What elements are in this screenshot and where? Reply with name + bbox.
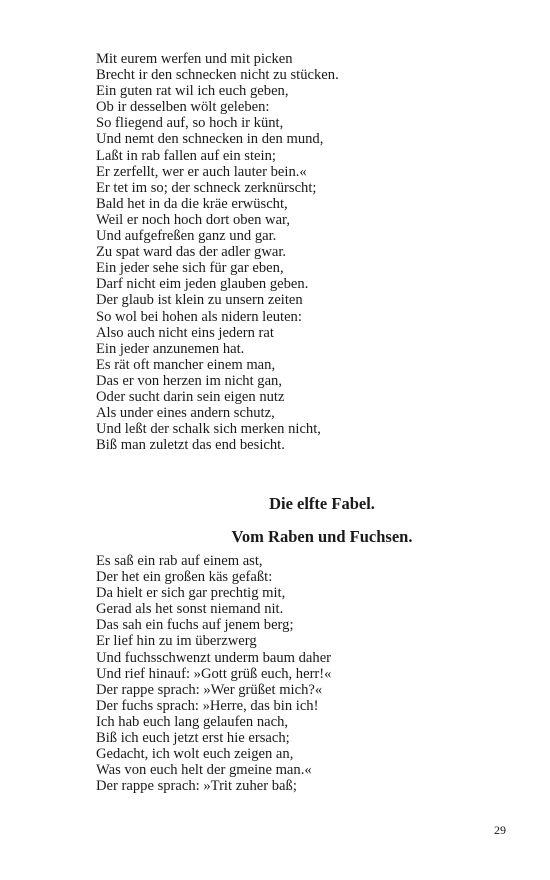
verse-line: Es rät oft mancher einem man, <box>96 356 276 373</box>
verse-line: Biß ich euch jetzt erst hie ersach; <box>96 730 290 747</box>
verse-line: Was von euch helt der gmeine man.« <box>96 762 312 779</box>
verse-line: Oder sucht darin sein eigen nutz <box>96 388 285 405</box>
verse-line: Er lief hin zu im überzwerg <box>96 633 257 650</box>
poem-stanza-2 <box>96 553 496 794</box>
verse-line: Bald het in da die kräe erwüscht, <box>96 195 288 212</box>
verse-line: Ob ir desselben wölt geleben: <box>96 99 270 116</box>
verse-line: Also auch nicht eins jedern rat <box>96 324 274 341</box>
fable-title: Die elfte Fabel. <box>269 494 375 513</box>
verse-line: Gedacht, ich wolt euch zeigen an, <box>96 746 294 763</box>
poem-stanza-1 <box>96 51 496 453</box>
verse-line: Der rappe sprach: »Trit zuher baß; <box>96 778 297 795</box>
verse-line: Und leßt der schalk sich merken nicht, <box>96 421 321 438</box>
verse-line: Das er von herzen im nicht gan, <box>96 372 283 389</box>
verse-line: Darf nicht eim jeden glauben geben. <box>96 276 309 293</box>
verse-line: Mit eurem werfen und mit picken <box>96 51 293 67</box>
verse-line: Es saß ein rab auf einem ast, <box>96 553 263 569</box>
verse-line: Der rappe sprach: »Wer grüßet mich?« <box>96 681 323 698</box>
verse-line: Ich hab euch lang gelaufen nach, <box>96 713 289 730</box>
verse-line: Zu spat ward das der adler gwar. <box>96 244 287 261</box>
verse-line: Er zerfellt, wer er auch lauter bein.« <box>96 163 307 180</box>
verse-line: Der het ein großen käs gefaßt: <box>96 569 273 586</box>
verse-line: Brecht ir den schnecken nicht zu stücken. <box>96 67 339 84</box>
verse-line: Er tet im so; der schneck zerknürscht; <box>96 179 317 196</box>
verse-line: So fliegend auf, so hoch ir künt, <box>96 115 284 132</box>
verse-line: Weil er noch hoch dort oben war, <box>96 211 290 228</box>
verse-line: So wol bei hohen als nidern leuten: <box>96 308 302 325</box>
verse-line: Der glaub ist klein zu unsern zeiten <box>96 292 303 309</box>
verse-line: Und aufgefreßen ganz und gar. <box>96 228 277 245</box>
verse-line: Das sah ein fuchs auf jenem berg; <box>96 617 294 634</box>
page-number: 29 <box>494 823 506 837</box>
verse-line: Gerad als het sonst niemand nit. <box>96 601 284 618</box>
verse-line: Ein jeder anzunemen hat. <box>96 340 245 357</box>
verse-line: Ein guten rat wil ich euch geben, <box>96 83 289 100</box>
verse-line: Ein jeder sehe sich für gar eben, <box>96 260 284 277</box>
verse-line: Biß man zuletzt das end besicht. <box>96 437 285 454</box>
verse-line: Und fuchsschwenzt underm baum daher <box>96 649 332 666</box>
verse-line: Der fuchs sprach: »Herre, das bin ich! <box>96 697 319 714</box>
verse-line: Als under eines andern schutz, <box>96 405 275 422</box>
verse-line: Laßt in rab fallen auf ein stein; <box>96 147 276 164</box>
verse-line: Und nemt den schnecken in den mund, <box>96 131 324 148</box>
verse-line: Und rief hinauf: »Gott grüß euch, herr!« <box>96 665 332 682</box>
fable-subtitle: Vom Raben und Fuchsen. <box>231 527 413 546</box>
verse-line: Da hielt er sich gar prechtig mit, <box>96 585 286 602</box>
